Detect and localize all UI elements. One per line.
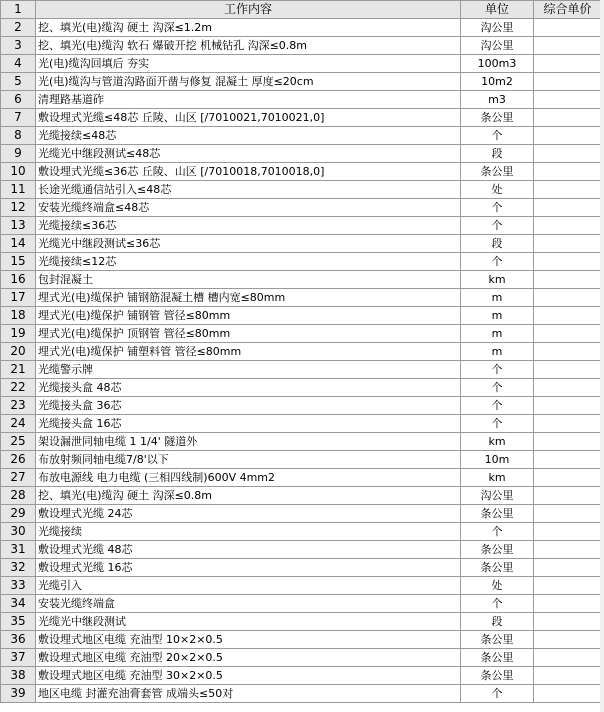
cell-content[interactable]: 光缆接续	[36, 523, 461, 541]
cell-unit[interactable]: 个	[461, 415, 534, 433]
cell-unit[interactable]: 个	[461, 127, 534, 145]
table-row	[1, 505, 602, 523]
table-row	[1, 325, 602, 343]
table-row	[1, 487, 602, 505]
table-row	[1, 541, 602, 559]
cell-unit[interactable]: 个	[461, 685, 534, 703]
cell-content[interactable]: 敷设埋式地区电缆 充油型 20×2×0.5	[36, 649, 461, 667]
table-row	[1, 613, 602, 631]
cell-price[interactable]	[534, 433, 602, 451]
row-number[interactable]: 31	[1, 541, 36, 559]
cell-unit[interactable]: m	[461, 289, 534, 307]
table-row	[1, 415, 602, 433]
row-number[interactable]: 12	[1, 199, 36, 217]
table-row	[1, 289, 602, 307]
table-row	[1, 433, 602, 451]
table-row	[1, 685, 602, 703]
cell-unit[interactable]: 条公里	[461, 667, 534, 685]
cell-content[interactable]: 长途光缆通信站引入≤48芯	[36, 181, 461, 199]
cell-price[interactable]	[534, 397, 602, 415]
cell-content[interactable]: 敷设埋式光缆≤36芯 丘陵、山区 [/7010018,7010018,0]	[36, 163, 461, 181]
row-number[interactable]: 29	[1, 505, 36, 523]
cell-content[interactable]: 光(电)缆沟回填后 夯实	[36, 55, 461, 73]
row-number[interactable]: 34	[1, 595, 36, 613]
cell-unit[interactable]: m3	[461, 91, 534, 109]
cell-content[interactable]: 光缆光中继段测试≤48芯	[36, 145, 461, 163]
table-row	[1, 271, 602, 289]
table-row	[1, 91, 602, 109]
cell-price[interactable]	[534, 91, 602, 109]
cell-unit[interactable]: km	[461, 469, 534, 487]
cell-unit[interactable]: 个	[461, 361, 534, 379]
cell-unit[interactable]: 条公里	[461, 649, 534, 667]
cell-price[interactable]	[534, 595, 602, 613]
cell-content[interactable]: 埋式光(电)缆保护 铺钢筋混凝土槽 槽内宽≤80mm	[36, 289, 461, 307]
table-row	[1, 667, 602, 685]
table-row	[1, 145, 602, 163]
cell-content[interactable]: 光缆接头盒 36芯	[36, 397, 461, 415]
cell-price[interactable]	[534, 379, 602, 397]
row-number[interactable]: 33	[1, 577, 36, 595]
cell-content[interactable]: 布放电源线 电力电缆 (三相四线制)600V 4mm2	[36, 469, 461, 487]
row-number[interactable]: 20	[1, 343, 36, 361]
cell-unit[interactable]: 沟公里	[461, 487, 534, 505]
cell-price[interactable]	[534, 523, 602, 541]
cell-content[interactable]: 挖、填光(电)缆沟 软石 爆破开挖 机械钻孔 沟深≤0.8m	[36, 37, 461, 55]
cell-price[interactable]	[534, 37, 602, 55]
cell-price[interactable]	[534, 649, 602, 667]
row-number[interactable]: 30	[1, 523, 36, 541]
cell-unit[interactable]: km	[461, 271, 534, 289]
row-number[interactable]: 13	[1, 217, 36, 235]
row-number[interactable]: 18	[1, 307, 36, 325]
cell-unit[interactable]: 个	[461, 217, 534, 235]
row-number[interactable]: 16	[1, 271, 36, 289]
cell-unit[interactable]: 个	[461, 397, 534, 415]
table-row	[1, 253, 602, 271]
row-number[interactable]: 7	[1, 109, 36, 127]
cell-content[interactable]: 清理路基道砟	[36, 91, 461, 109]
row-number[interactable]: 14	[1, 235, 36, 253]
cell-content[interactable]: 光缆光中继段测试≤36芯	[36, 235, 461, 253]
cell-content[interactable]: 光缆接头盒 16芯	[36, 415, 461, 433]
table-row	[1, 523, 602, 541]
column-header-content[interactable]: 工作内容	[36, 1, 461, 19]
row-number-1[interactable]: 1	[1, 1, 36, 19]
cell-unit[interactable]: 100m3	[461, 55, 534, 73]
table-row	[1, 397, 602, 415]
cell-unit[interactable]: 处	[461, 181, 534, 199]
cell-unit[interactable]: 个	[461, 595, 534, 613]
cell-content[interactable]: 敷设埋式光缆≤48芯 丘陵、山区 [/7010021,7010021,0]	[36, 109, 461, 127]
cell-unit[interactable]: 段	[461, 145, 534, 163]
cell-unit[interactable]: 条公里	[461, 559, 534, 577]
cell-unit[interactable]: 沟公里	[461, 37, 534, 55]
cell-price[interactable]	[534, 253, 602, 271]
table-row	[1, 577, 602, 595]
row-number[interactable]: 2	[1, 19, 36, 37]
cell-price[interactable]	[534, 55, 602, 73]
cell-price[interactable]	[534, 631, 602, 649]
cell-content[interactable]: 包封混凝土	[36, 271, 461, 289]
cell-content[interactable]: 光缆引入	[36, 577, 461, 595]
cell-content[interactable]: 光缆接续≤12芯	[36, 253, 461, 271]
table-row	[1, 55, 602, 73]
cell-content[interactable]: 光缆光中继段测试	[36, 613, 461, 631]
row-number[interactable]: 24	[1, 415, 36, 433]
row-number[interactable]: 26	[1, 451, 36, 469]
cell-price[interactable]	[534, 577, 602, 595]
table-row	[1, 559, 602, 577]
cell-price[interactable]	[534, 487, 602, 505]
cell-price[interactable]	[534, 415, 602, 433]
cell-content[interactable]: 安装光缆终端盒≤48芯	[36, 199, 461, 217]
table-row	[1, 379, 602, 397]
cell-price[interactable]	[534, 361, 602, 379]
table-row	[1, 199, 602, 217]
cell-unit[interactable]: 个	[461, 379, 534, 397]
cell-content[interactable]: 埋式光(电)缆保护 铺钢管 管径≤80mm	[36, 307, 461, 325]
row-number[interactable]: 5	[1, 73, 36, 91]
cell-content[interactable]: 光缆接续≤36芯	[36, 217, 461, 235]
cell-unit[interactable]: 段	[461, 613, 534, 631]
cell-content[interactable]: 敷设埋式地区电缆 充油型 10×2×0.5	[36, 631, 461, 649]
table-row	[1, 649, 602, 667]
cell-price[interactable]	[534, 19, 602, 37]
cell-unit[interactable]: m	[461, 343, 534, 361]
row-number[interactable]: 11	[1, 181, 36, 199]
cell-unit[interactable]: m	[461, 307, 534, 325]
cell-price[interactable]	[534, 271, 602, 289]
cell-price[interactable]	[534, 667, 602, 685]
table-row	[1, 307, 602, 325]
cell-price[interactable]	[534, 541, 602, 559]
cell-unit[interactable]: km	[461, 433, 534, 451]
cell-price[interactable]	[534, 505, 602, 523]
table-row	[1, 235, 602, 253]
row-number[interactable]: 36	[1, 631, 36, 649]
cell-price[interactable]	[534, 145, 602, 163]
cell-price[interactable]	[534, 127, 602, 145]
row-number[interactable]: 38	[1, 667, 36, 685]
row-number[interactable]: 19	[1, 325, 36, 343]
cell-content[interactable]: 敷设埋式地区电缆 充油型 30×2×0.5	[36, 667, 461, 685]
table-row	[1, 595, 602, 613]
cell-price[interactable]	[534, 685, 602, 703]
cell-content[interactable]: 敷设埋式光缆 48芯	[36, 541, 461, 559]
cell-content[interactable]: 敷设埋式光缆 24芯	[36, 505, 461, 523]
cell-unit[interactable]: 条公里	[461, 631, 534, 649]
row-number[interactable]: 8	[1, 127, 36, 145]
cell-content[interactable]: 敷设埋式光缆 16芯	[36, 559, 461, 577]
table-row	[1, 343, 602, 361]
cell-content[interactable]: 埋式光(电)缆保护 顶钢管 管径≤80mm	[36, 325, 461, 343]
cell-price[interactable]	[534, 451, 602, 469]
row-number[interactable]: 17	[1, 289, 36, 307]
row-number[interactable]: 4	[1, 55, 36, 73]
table-row	[1, 361, 602, 379]
cell-price[interactable]	[534, 613, 602, 631]
cell-unit[interactable]: 条公里	[461, 541, 534, 559]
cell-price[interactable]	[534, 289, 602, 307]
table-row	[1, 451, 602, 469]
row-number[interactable]: 22	[1, 379, 36, 397]
cell-content[interactable]: 布放射频同轴电缆7/8'以下	[36, 451, 461, 469]
cell-unit[interactable]: 个	[461, 523, 534, 541]
cell-unit[interactable]: 10m	[461, 451, 534, 469]
table-row	[1, 127, 602, 145]
table-row	[1, 163, 602, 181]
cell-price[interactable]	[534, 181, 602, 199]
cell-price[interactable]	[534, 343, 602, 361]
table-row	[1, 37, 602, 55]
cell-content[interactable]: 埋式光(电)缆保护 铺塑料管 管径≤80mm	[36, 343, 461, 361]
table-row	[1, 469, 602, 487]
row-number[interactable]: 23	[1, 397, 36, 415]
cell-unit[interactable]: m	[461, 325, 534, 343]
row-number[interactable]: 6	[1, 91, 36, 109]
row-number[interactable]: 39	[1, 685, 36, 703]
table-row	[1, 19, 602, 37]
cell-price[interactable]	[534, 307, 602, 325]
row-number[interactable]: 15	[1, 253, 36, 271]
cell-content[interactable]: 地区电缆 封灌充油膏套管 成端头≤50对	[36, 685, 461, 703]
header-row	[1, 1, 602, 19]
cell-price[interactable]	[534, 325, 602, 343]
cell-price[interactable]	[534, 469, 602, 487]
table-row	[1, 217, 602, 235]
cell-content[interactable]: 光(电)缆沟与管道沟路面开凿与修复 混凝土 厚度≤20cm	[36, 73, 461, 91]
cell-unit[interactable]: 10m2	[461, 73, 534, 91]
cell-unit[interactable]: 条公里	[461, 109, 534, 127]
column-header-price[interactable]: 综合单价	[534, 1, 602, 19]
window-edge	[600, 0, 604, 712]
cell-unit[interactable]: 段	[461, 235, 534, 253]
row-number[interactable]: 25	[1, 433, 36, 451]
row-number[interactable]: 10	[1, 163, 36, 181]
column-header-unit[interactable]: 单位	[461, 1, 534, 19]
cell-price[interactable]	[534, 73, 602, 91]
table-row	[1, 73, 602, 91]
cell-content[interactable]: 挖、填光(电)缆沟 硬土 沟深≤0.8m	[36, 487, 461, 505]
cell-content[interactable]: 光缆警示牌	[36, 361, 461, 379]
row-number[interactable]: 35	[1, 613, 36, 631]
cell-unit[interactable]: 条公里	[461, 505, 534, 523]
cell-content[interactable]: 光缆接续≤48芯	[36, 127, 461, 145]
cell-unit[interactable]: 沟公里	[461, 19, 534, 37]
cell-price[interactable]	[534, 109, 602, 127]
row-number[interactable]: 32	[1, 559, 36, 577]
row-number[interactable]: 27	[1, 469, 36, 487]
cell-price[interactable]	[534, 217, 602, 235]
cell-content[interactable]: 挖、填光(电)缆沟 硬土 沟深≤1.2m	[36, 19, 461, 37]
table-row	[1, 181, 602, 199]
cell-content[interactable]: 光缆接头盒 48芯	[36, 379, 461, 397]
cell-price[interactable]	[534, 559, 602, 577]
row-number[interactable]: 21	[1, 361, 36, 379]
cell-price[interactable]	[534, 163, 602, 181]
cell-price[interactable]	[534, 235, 602, 253]
cell-unit[interactable]: 个	[461, 253, 534, 271]
cell-price[interactable]	[534, 199, 602, 217]
table-row	[1, 631, 602, 649]
cell-content[interactable]: 安装光缆终端盒	[36, 595, 461, 613]
table-row	[1, 109, 602, 127]
row-number[interactable]: 9	[1, 145, 36, 163]
cell-unit[interactable]: 个	[461, 199, 534, 217]
cell-unit[interactable]: 处	[461, 577, 534, 595]
row-number[interactable]: 28	[1, 487, 36, 505]
row-number[interactable]: 3	[1, 37, 36, 55]
cell-unit[interactable]: 条公里	[461, 163, 534, 181]
cell-content[interactable]: 架设漏泄同轴电缆 1 1/4' 隧道外	[36, 433, 461, 451]
row-number[interactable]: 37	[1, 649, 36, 667]
